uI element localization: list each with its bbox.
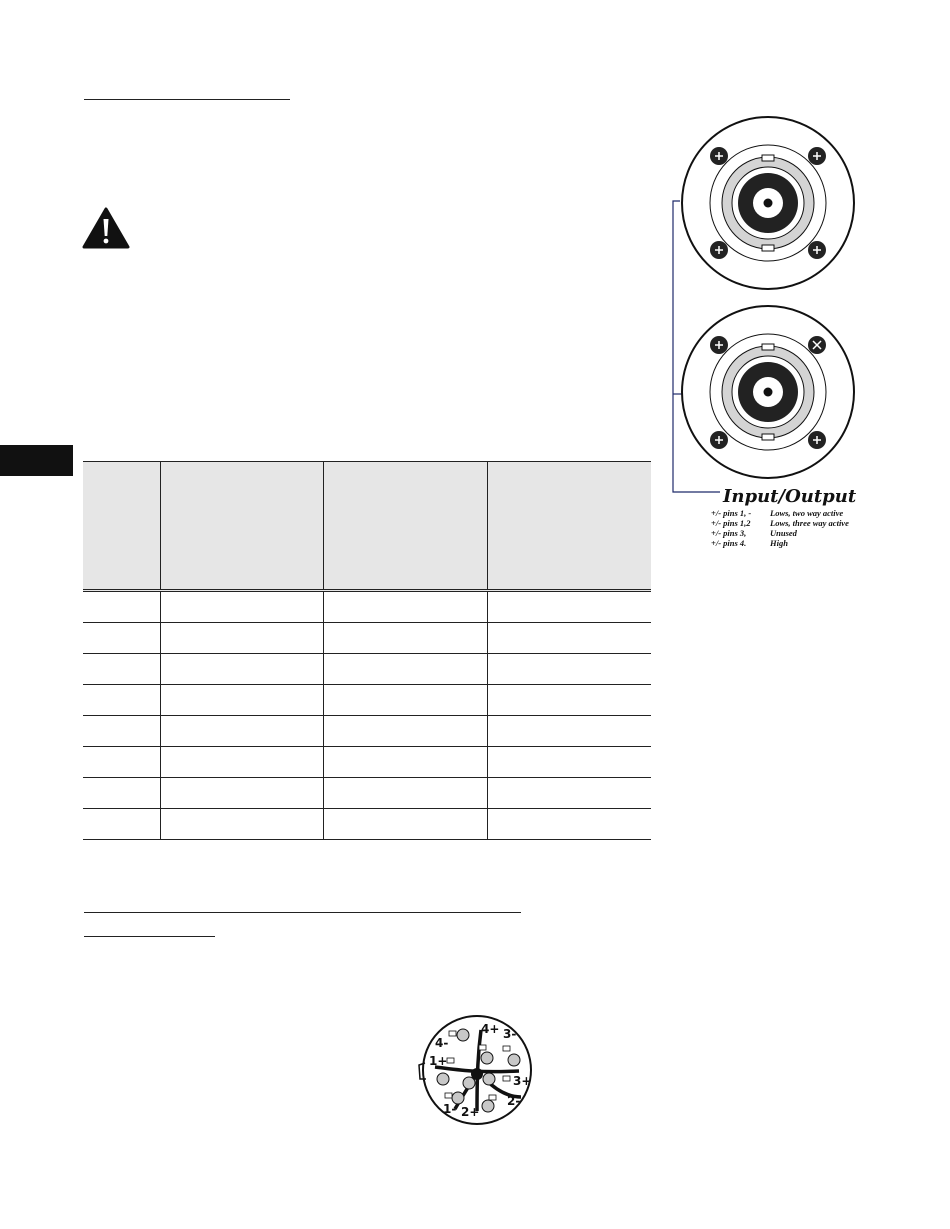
table-row (83, 654, 651, 685)
table-cell (323, 684, 487, 715)
table-cell (487, 808, 651, 839)
legend-desc: Lows, two way active (770, 508, 844, 518)
table-cell (323, 746, 487, 777)
table-cell (83, 684, 160, 715)
table-row (83, 746, 651, 777)
table-cell (160, 808, 323, 839)
legend-pins: +/- pins 1, - (711, 508, 752, 518)
section-heading-underline-2b (84, 936, 215, 937)
table-cell (160, 591, 323, 623)
pin-label: 1- (443, 1102, 457, 1116)
table-row (83, 684, 651, 715)
table-row (83, 591, 651, 623)
pin-label: 2+ (461, 1105, 480, 1119)
header-cell (83, 462, 160, 591)
pin-label: 1+ (429, 1054, 448, 1068)
pinout-diagram-icon (415, 1013, 540, 1128)
table-cell (160, 684, 323, 715)
legend-desc: Lows, three way active (770, 518, 849, 528)
legend-row (711, 538, 849, 548)
section-heading-underline-2a (84, 912, 521, 913)
table-row (83, 777, 651, 808)
table-cell (323, 715, 487, 746)
warning-icon (82, 207, 130, 249)
legend-desc: High (770, 538, 788, 548)
table-cell (83, 715, 160, 746)
table-row (83, 623, 651, 654)
table-cell (160, 777, 323, 808)
legend-row (711, 528, 849, 538)
table-cell (83, 654, 160, 685)
table-cell (323, 777, 487, 808)
table-cell (160, 715, 323, 746)
pin-label: 3+ (513, 1074, 532, 1088)
table-cell (323, 591, 487, 623)
table-cell (160, 623, 323, 654)
table-header-row (83, 462, 651, 591)
pin-label: 4+ (481, 1022, 500, 1036)
table-cell (83, 591, 160, 623)
header-cell (160, 462, 323, 591)
table-cell (487, 684, 651, 715)
table-row (83, 808, 651, 839)
table-cell (83, 746, 160, 777)
header-cell (323, 462, 487, 591)
legend-pins: +/- pins 4. (711, 538, 747, 548)
pin-legend (711, 508, 849, 548)
pin-label: 2- (507, 1094, 521, 1108)
legend-pins: +/- pins 1,2 (711, 518, 751, 528)
legend-row (711, 518, 849, 528)
table-cell (323, 623, 487, 654)
io-title: Input/Output (723, 486, 857, 507)
table-cell (83, 777, 160, 808)
table-cell (487, 654, 651, 685)
speakon-connector-icon (682, 306, 854, 478)
table-cell (160, 654, 323, 685)
table-cell (83, 808, 160, 839)
legend-desc: Unused (770, 528, 797, 538)
pin-label: 3- (503, 1027, 517, 1041)
table-cell (487, 746, 651, 777)
legend-pins: +/- pins 3, (711, 528, 747, 538)
table-row (83, 715, 651, 746)
legend-row (711, 508, 849, 518)
table-cell (323, 654, 487, 685)
spec-table (83, 461, 651, 840)
header-cell (487, 462, 651, 591)
speakon-connector-icon (682, 117, 854, 289)
section-heading-underline (84, 99, 290, 100)
pin-label: 4- (435, 1036, 449, 1050)
table-cell (323, 808, 487, 839)
table-cell (160, 746, 323, 777)
chapter-tab (0, 445, 73, 476)
table-cell (487, 591, 651, 623)
table-cell (83, 623, 160, 654)
table-cell (487, 715, 651, 746)
table-cell (487, 623, 651, 654)
table-cell (487, 777, 651, 808)
